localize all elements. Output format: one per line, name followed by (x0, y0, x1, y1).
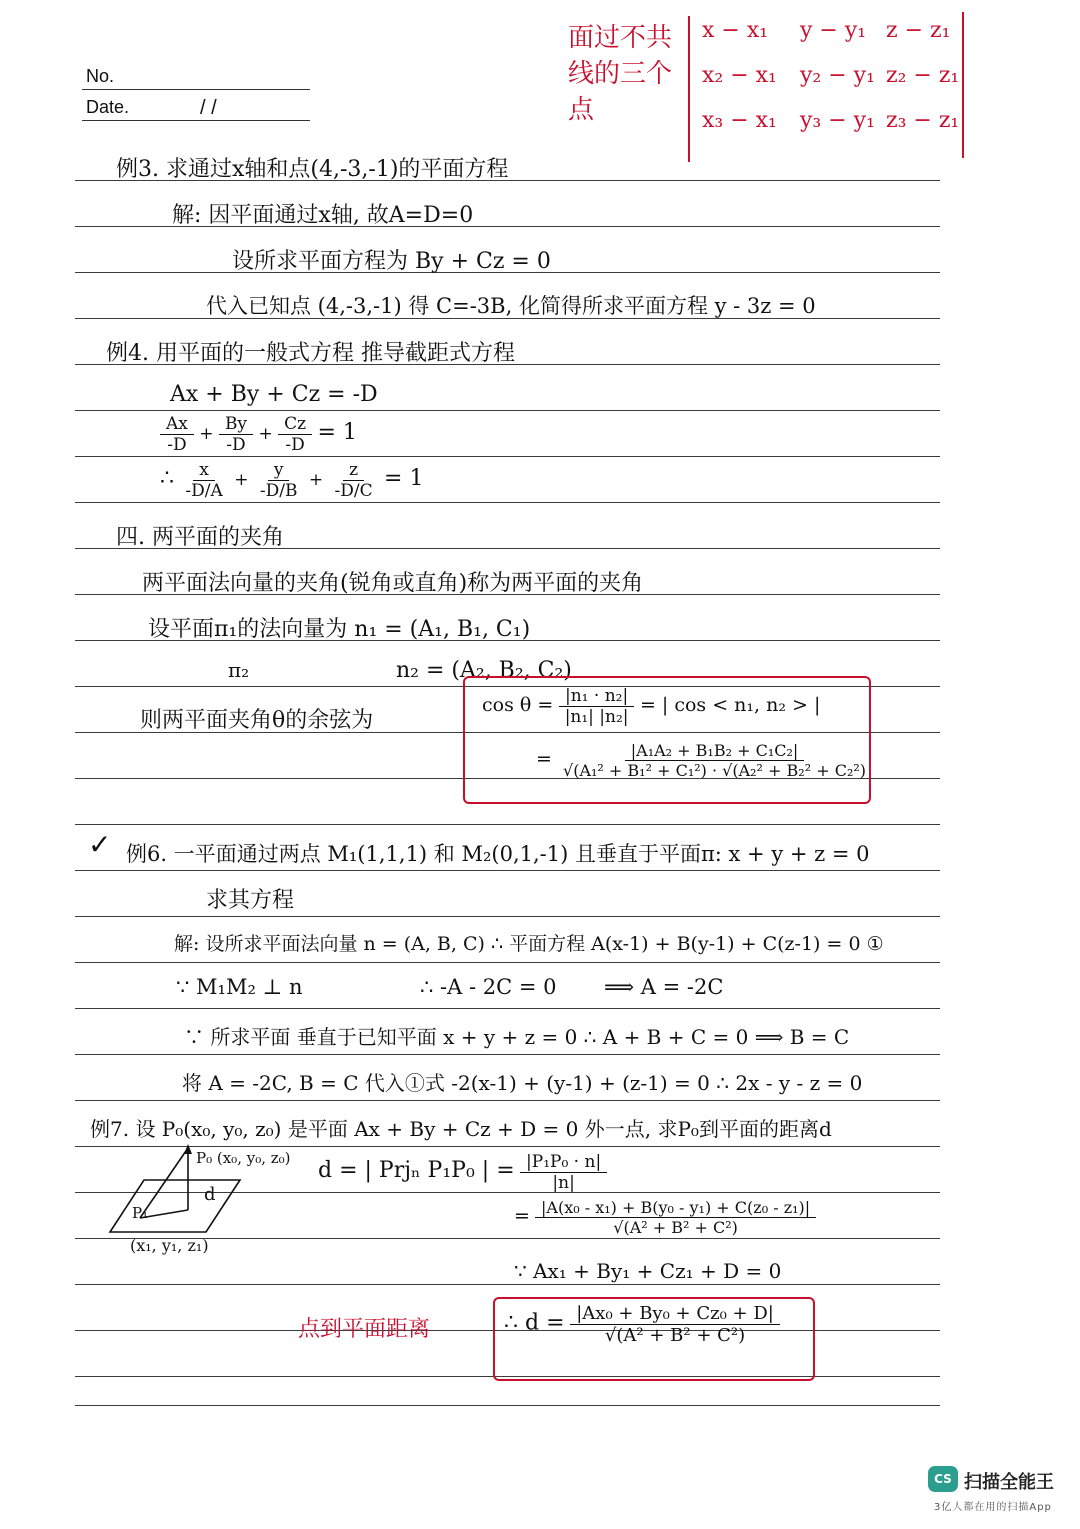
no-underline (82, 89, 310, 90)
sec4-definition: 两平面法向量的夹角(锐角或直角)称为两平面的夹角 (142, 571, 644, 596)
ruled-line (75, 1284, 940, 1285)
ex6-step-2c: ⟹ A = -2C (604, 975, 724, 999)
ruled-line (75, 1008, 940, 1009)
ex7-d-expanded: = $\frac{\text{|A(x₀ - x₁) + B(y₀ - y₁) + C(z₀ - z₁)|}}{\text{√(A² + B² + C²)}}$ (514, 1198, 816, 1237)
ex7-d-expr: d = | Prjₙ P₁P₀ | = $\frac{\text{|P₁P₀ · n|}}{|n|}$ (318, 1152, 607, 1193)
ex6-title: 例6. 一平面通过两点 M₁(1,1,1) 和 M₂(0,1,-1) 且垂直于平面π: x + y + z = 0 (126, 842, 870, 866)
ex6-step-4: 将 A = -2C, B = C 代入①式 -2(x-1) + (y-1) + (z-1) = 0 ∴ 2x - y - z = 0 (182, 1071, 863, 1095)
no-label: No. (86, 66, 115, 86)
sec4-cos-text: 则两平面夹角θ的余弦为 (140, 708, 374, 733)
ex6-step-3: ∵ 所求平面 垂直于已知平面 x + y + z = 0 ∴ A + B + C = 0 ⟹ B = C (184, 1025, 850, 1049)
plane-parallelogram (110, 1180, 240, 1232)
ruled-line (75, 410, 940, 411)
ex6-title-2: 求其方程 (206, 888, 295, 913)
ex4-line-3: ∴ $\frac{x}{-D/A}$ + $\frac{y}{-D/B}$ + $\frac{z}{-D/C}$ = 1 (160, 460, 424, 501)
watermark-subtitle: 3亿人都在用的扫描App (934, 1502, 1052, 1513)
sec4-normal-2: n₂ = (A₂, B₂, C₂) (396, 658, 572, 683)
ex3-solution-1: 解: 因平面通过x轴, 故A=D=0 (172, 203, 474, 228)
determinant-left-bar (688, 16, 690, 162)
checkmark-icon: ✓ (88, 828, 112, 861)
sec4-title: 四. 两平面的夹角 (116, 525, 284, 550)
camscanner-watermark (928, 1462, 1060, 1518)
ruled-line (75, 962, 940, 963)
ex4-line-2: $\frac{Ax}{-D}$ + $\frac{By}{-D}$ + $\frac{Cz}{-D}$ = 1 (160, 414, 357, 455)
ex3-solution-3: 代入已知点 (4,-3,-1) 得 C=-3B, 化简得所求平面方程 y - 3z = 0 (206, 294, 816, 318)
date-underline (82, 120, 310, 121)
ex6-step-1: 解: 设所求平面法向量 n = (A, B, C) ∴ 平面方程 A(x-1) + B(y-1) + C(z-1) = 0 ① (174, 933, 884, 955)
ex7-condition: ∵ Ax₁ + By₁ + Cz₁ + D = 0 (514, 1259, 782, 1283)
distance-formula: ∴ d = $\frac{\text{|Ax₀ + By₀ + Cz₀ + D|}}{\text{√(A² + B² + C²)}}$ (504, 1303, 780, 1346)
sec4-plane-2: π₂ (228, 658, 250, 682)
fig-d-label: d (204, 1184, 216, 1205)
fig-p1-coords: (x₁, y₁, z₁) (130, 1236, 209, 1255)
camscanner-logo-icon: CS (928, 1466, 958, 1492)
ex4-title: 例4. 用平面的一般式方程 推导截距式方程 (106, 341, 515, 366)
sec4-normal-1: 设平面π₁的法向量为 n₁ = (A₁, B₁, C₁) (148, 617, 531, 642)
ruled-line (75, 456, 940, 457)
ruled-line (75, 502, 940, 503)
ruled-line (75, 870, 940, 871)
cos-formula-1: cos θ = $\frac{\text{|n₁ · n₂|}}{\text{|n₁| |n₂|}}$ = | cos < n₁, n₂ > | (482, 686, 821, 727)
ex6-step-2a: ∵ M₁M₂ ⊥ n (176, 975, 303, 999)
ruled-line (75, 1054, 940, 1055)
cos-formula-2: = $\frac{\text{|A₁A₂ + B₁B₂ + C₁C₂|}}{\text{√(A₁² + B₁² + C₁²) · √(A₂² + B₂² + C₂²)}}$ (536, 741, 867, 780)
ruled-line (75, 824, 940, 825)
ruled-line (75, 916, 940, 917)
arrow-head-icon (184, 1144, 192, 1154)
ex3-title: 例3. 求通过x轴和点(4,-3,-1)的平面方程 (116, 157, 509, 182)
ruled-line (75, 1405, 940, 1406)
date-label: Date. (86, 97, 130, 117)
fig-p1-label: P₁ (132, 1204, 149, 1222)
ruled-line (75, 1100, 940, 1101)
ex6-step-2b: ∴ -A - 2C = 0 (420, 975, 557, 999)
distance-formula-label: 点到平面距离 (298, 1317, 431, 1342)
fig-p0-label: P₀ (x₀, y₀, z₀) (196, 1149, 291, 1167)
watermark-name: 扫描全能王 (964, 1472, 1054, 1493)
date-slashes: / / (200, 97, 217, 119)
ex4-line-1: Ax + By + Cz = -D (170, 382, 378, 407)
determinant-grid: x − x₁ y − y₁ z − z₁ x₂ − x₁ y₂ − y₁ z₂ − z₁ x₃ − x₁ y₃ − y₁ z₃ − z₁ (702, 18, 960, 133)
ex7-title: 例7. 设 P₀(x₀, y₀, z₀) 是平面 Ax + By + Cz + D = 0 外一点, 求P₀到平面的距离d (90, 1117, 832, 1141)
ex3-solution-2: 设所求平面方程为 By + Cz = 0 (232, 249, 551, 274)
corner-note-label: 面过不共 线的三个 点 (568, 23, 673, 125)
